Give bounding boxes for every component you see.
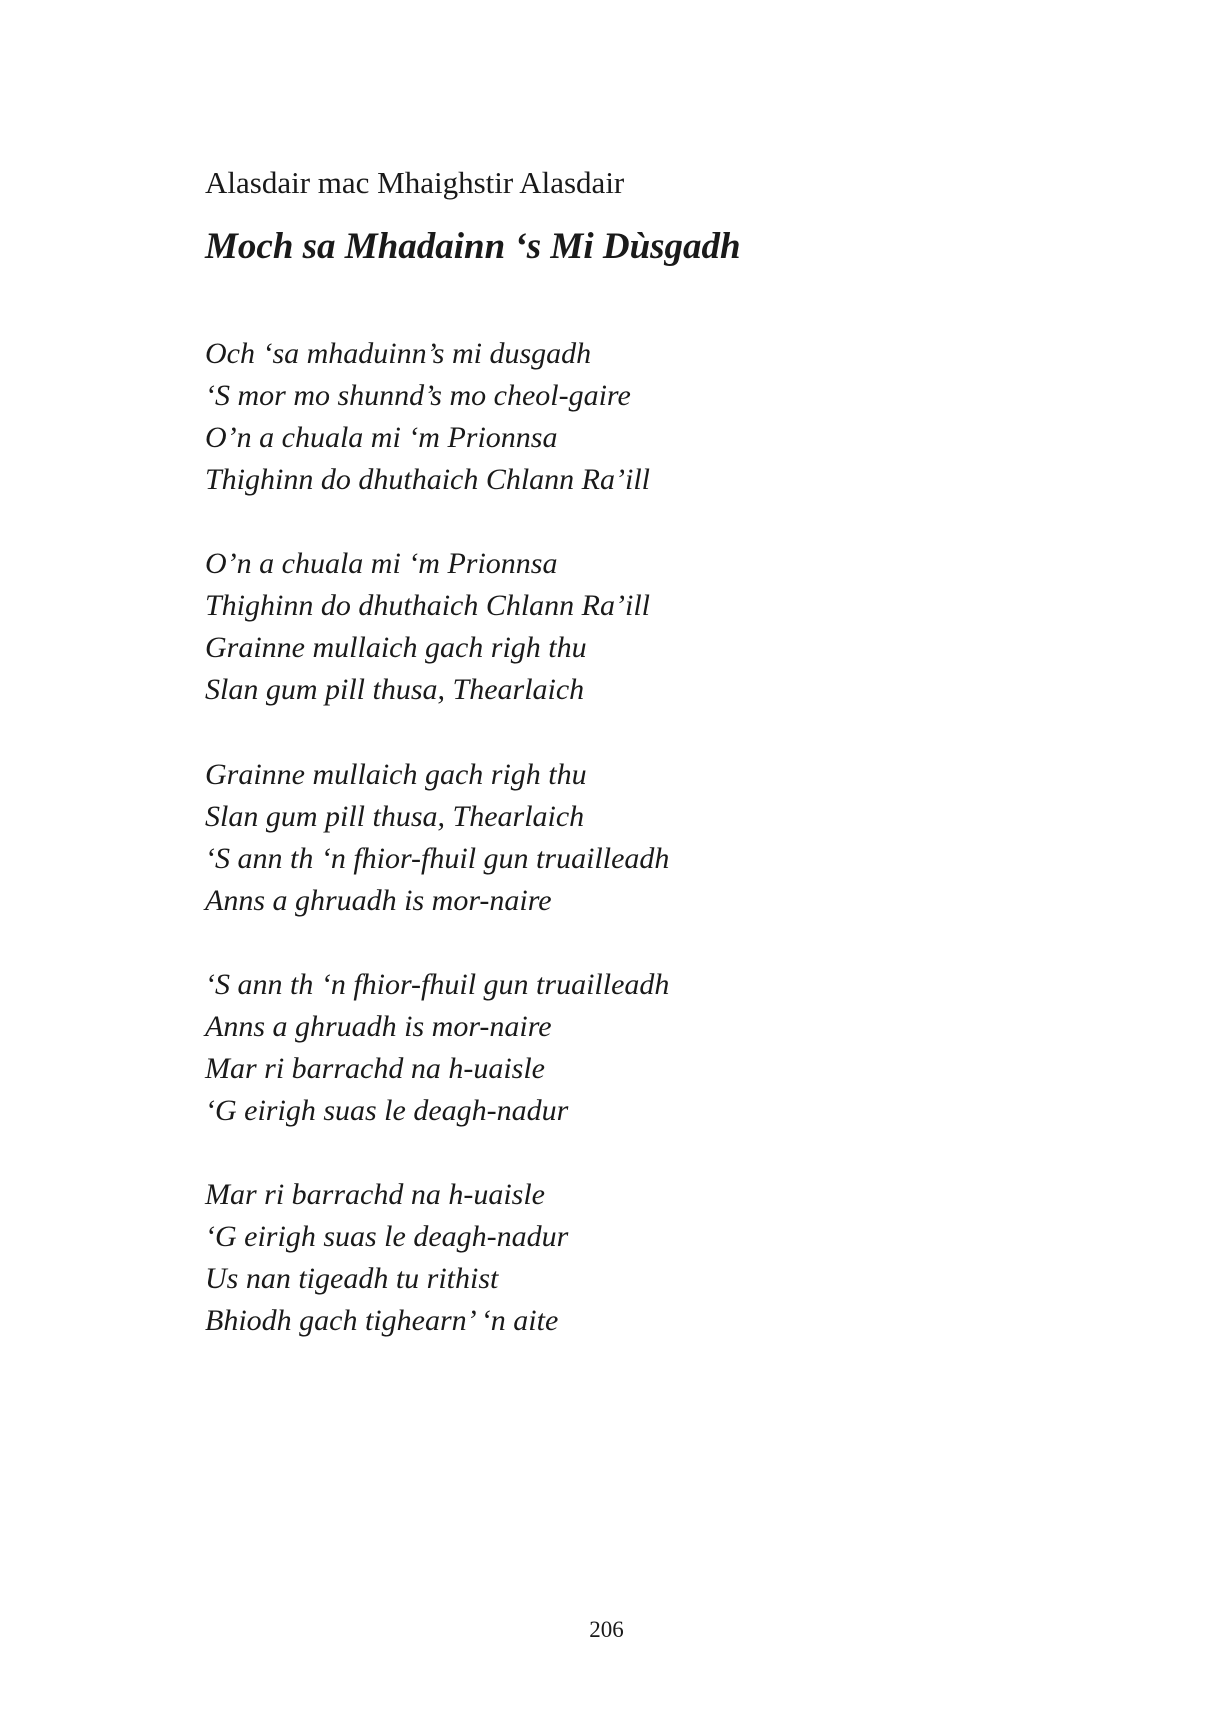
verse-line: Bhiodh gach tighearn’ ‘n aite xyxy=(205,1304,559,1337)
stanza-3 xyxy=(205,754,669,922)
poem-author: Alasdair mac Mhaighstir Alasdair xyxy=(205,165,625,200)
verse-line: Grainne mullaich gach righ thu xyxy=(205,758,587,791)
stanza-2 xyxy=(205,543,650,711)
verse-line: Anns a ghruadh is mor-naire xyxy=(205,884,552,917)
verse-line: Us nan tigeadh tu rithist xyxy=(205,1262,499,1295)
verse-line: Anns a ghruadh is mor-naire xyxy=(205,1010,552,1043)
verse-line: O’n a chuala mi ‘m Prionnsa xyxy=(205,421,558,454)
verse-line: O’n a chuala mi ‘m Prionnsa xyxy=(205,547,558,580)
verse-line: Och ‘sa mhaduinn’s mi dusgadh xyxy=(205,337,592,370)
stanza-5 xyxy=(205,1174,568,1342)
verse-line: Mar ri barrachd na h-uaisle xyxy=(205,1052,545,1085)
verse-line: Slan gum pill thusa, Thearlaich xyxy=(205,800,585,833)
verse-line: ‘S ann th ‘n fhior-fhuil gun truailleadh xyxy=(205,842,670,875)
verse-line: Grainne mullaich gach righ thu xyxy=(205,631,587,664)
verse-line: Thighinn do dhuthaich Chlann Ra’ill xyxy=(205,463,651,496)
stanza-1 xyxy=(205,333,650,501)
verse-line: ‘S ann th ‘n fhior-fhuil gun truailleadh xyxy=(205,968,670,1001)
verse-line: Mar ri barrachd na h-uaisle xyxy=(205,1178,545,1211)
page-number: 206 xyxy=(589,1617,624,1642)
verse-line: Thighinn do dhuthaich Chlann Ra’ill xyxy=(205,589,651,622)
verse-line: Slan gum pill thusa, Thearlaich xyxy=(205,673,585,706)
verse-line: ‘S mor mo shunnd’s mo cheol-gaire xyxy=(205,379,631,412)
poem-title: Moch sa Mhadainn ‘s Mi Dùsgadh xyxy=(205,226,741,267)
stanza-4 xyxy=(205,964,669,1132)
verse-line: ‘G eirigh suas le deagh-nadur xyxy=(205,1220,569,1253)
verse-line: ‘G eirigh suas le deagh-nadur xyxy=(205,1094,569,1127)
